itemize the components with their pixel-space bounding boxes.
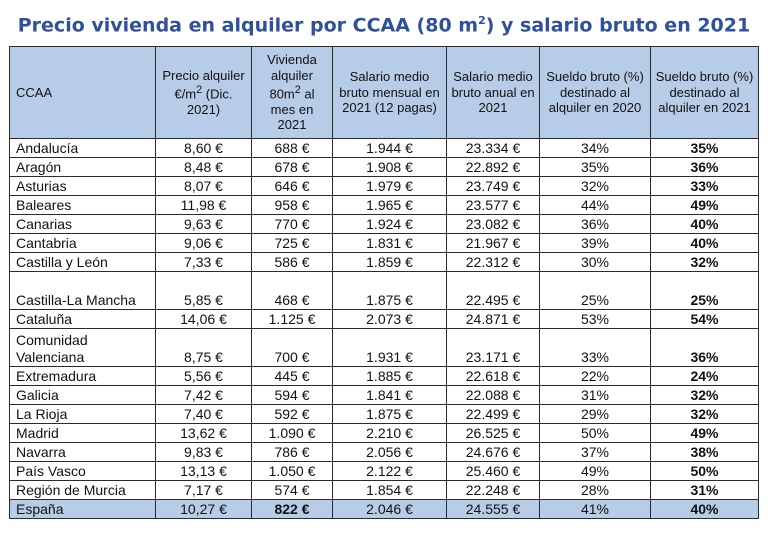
table-cell: 9,83 €: [156, 443, 252, 462]
table-row: [10, 367, 759, 386]
table-cell: 35%: [540, 158, 651, 177]
region-name-cell: Madrid: [10, 424, 156, 443]
header-row: [10, 47, 759, 139]
table-row: [10, 253, 759, 272]
table-cell: 770 €: [252, 215, 333, 234]
table-row: [10, 215, 759, 234]
table-cell: 22.618 €: [447, 367, 540, 386]
table-row: [10, 329, 759, 367]
table-cell: 700 €: [252, 329, 333, 367]
table-cell: 21.967 €: [447, 234, 540, 253]
region-name-cell: Andalucía: [10, 139, 156, 158]
table-cell: 1.831 €: [333, 234, 447, 253]
table-cell: 24.676 €: [447, 443, 540, 462]
table-cell: 22.088 €: [447, 386, 540, 405]
column-header-text: Salario medio bruto anual en 2021: [451, 69, 535, 116]
table-cell: 35%: [651, 139, 759, 158]
table-cell: 678 €: [252, 158, 333, 177]
region-name-cell: Cantabria: [10, 234, 156, 253]
table-cell: 40%: [651, 234, 759, 253]
table-row: [10, 177, 759, 196]
table-cell: 25%: [651, 272, 759, 310]
table-row: [10, 158, 759, 177]
table-cell: 36%: [651, 158, 759, 177]
region-name-cell: País Vasco: [10, 462, 156, 481]
table-cell: 37%: [540, 443, 651, 462]
table-cell: 22.312 €: [447, 253, 540, 272]
table-cell: 32%: [651, 405, 759, 424]
table-cell: 22%: [540, 367, 651, 386]
table-cell: 23.171 €: [447, 329, 540, 367]
table-cell: 22.892 €: [447, 158, 540, 177]
table-cell: 44%: [540, 196, 651, 215]
table-cell: 1.050 €: [252, 462, 333, 481]
column-header-superscript: 2: [196, 84, 203, 97]
column-header-text: Sueldo bruto (%) destinado al alquiler en 2021: [655, 69, 754, 116]
table-cell: 49%: [540, 462, 651, 481]
table-cell: 41%: [540, 500, 651, 519]
table-cell: 32%: [651, 253, 759, 272]
table-cell: 32%: [651, 386, 759, 405]
column-header: [447, 47, 540, 139]
title-text: Precio vivienda en alquiler por CCAA (80 m: [17, 14, 479, 37]
table-cell: 8,07 €: [156, 177, 252, 196]
table-row: [10, 310, 759, 329]
region-name-cell: Baleares: [10, 196, 156, 215]
column-header-text: Vivienda alquiler 80m: [267, 52, 317, 102]
table-cell: 34%: [540, 139, 651, 158]
table-row: [10, 139, 759, 158]
column-header-text: Precio alquiler €/m: [162, 67, 245, 102]
table-cell: 33%: [540, 329, 651, 367]
table-cell: 31%: [651, 481, 759, 500]
table-cell: 2.056 €: [333, 443, 447, 462]
region-name-cell: Asturias: [10, 177, 156, 196]
table-cell: 822 €: [252, 500, 333, 519]
table-row: [10, 405, 759, 424]
table-cell: 7,40 €: [156, 405, 252, 424]
table-cell: 22.499 €: [447, 405, 540, 424]
region-name-cell: Navarra: [10, 443, 156, 462]
table-cell: 586 €: [252, 253, 333, 272]
table-cell: 646 €: [252, 177, 333, 196]
column-header-text: al mes en 2021: [270, 86, 315, 133]
table-row: [10, 424, 759, 443]
table-cell: 8,75 €: [156, 329, 252, 367]
table-cell: 2.210 €: [333, 424, 447, 443]
table-cell: 958 €: [252, 196, 333, 215]
table-cell: 50%: [651, 462, 759, 481]
table-cell: 23.577 €: [447, 196, 540, 215]
table-cell: 30%: [540, 253, 651, 272]
region-name-cell: España: [10, 500, 156, 519]
table-cell: 40%: [651, 215, 759, 234]
table-cell: 5,85 €: [156, 272, 252, 310]
table-cell: 1.979 €: [333, 177, 447, 196]
column-header-text: Sueldo bruto (%) destinado al alquiler en 2020: [546, 69, 644, 116]
region-name-cell: La Rioja: [10, 405, 156, 424]
column-header: [156, 47, 252, 139]
table-cell: 23.749 €: [447, 177, 540, 196]
table-cell: 1.965 €: [333, 196, 447, 215]
table-row: [10, 234, 759, 253]
table-cell: 39%: [540, 234, 651, 253]
region-name-cell: Región de Murcia: [10, 481, 156, 500]
table-cell: 594 €: [252, 386, 333, 405]
table-cell: 725 €: [252, 234, 333, 253]
table-row: [10, 386, 759, 405]
column-header: [252, 47, 333, 139]
table-cell: 592 €: [252, 405, 333, 424]
region-name-cell: Cataluña: [10, 310, 156, 329]
table-cell: 1.924 €: [333, 215, 447, 234]
region-name-cell: Galicia: [10, 386, 156, 405]
table-cell: 25.460 €: [447, 462, 540, 481]
table-cell: 1.841 €: [333, 386, 447, 405]
table-cell: 13,13 €: [156, 462, 252, 481]
table-row: [10, 272, 759, 310]
table-cell: 40%: [651, 500, 759, 519]
table-cell: 53%: [540, 310, 651, 329]
table-cell: 1.908 €: [333, 158, 447, 177]
table-cell: 24.555 €: [447, 500, 540, 519]
table-cell: 7,33 €: [156, 253, 252, 272]
table-row: [10, 196, 759, 215]
table-cell: 54%: [651, 310, 759, 329]
table-cell: 10,27 €: [156, 500, 252, 519]
table-cell: 1.885 €: [333, 367, 447, 386]
table-cell: 2.046 €: [333, 500, 447, 519]
column-header: [333, 47, 447, 139]
region-name-cell: Canarias: [10, 215, 156, 234]
table-cell: 1.875 €: [333, 272, 447, 310]
table-row: [10, 481, 759, 500]
table-cell: 13,62 €: [156, 424, 252, 443]
table-cell: 50%: [540, 424, 651, 443]
table-cell: 574 €: [252, 481, 333, 500]
table-row: [10, 500, 759, 519]
table-cell: 49%: [651, 424, 759, 443]
table-cell: 22.495 €: [447, 272, 540, 310]
table-cell: 24.871 €: [447, 310, 540, 329]
table-cell: 11,98 €: [156, 196, 252, 215]
table-cell: 8,48 €: [156, 158, 252, 177]
table-cell: 36%: [651, 329, 759, 367]
table-cell: 9,63 €: [156, 215, 252, 234]
table-cell: 23.334 €: [447, 139, 540, 158]
table-cell: 25%: [540, 272, 651, 310]
column-header-text: Salario medio bruto mensual en 2021 (12 pagas): [339, 69, 440, 116]
table-cell: 7,17 €: [156, 481, 252, 500]
column-header-superscript: 2: [294, 84, 301, 97]
table-cell: 1.875 €: [333, 405, 447, 424]
table-cell: 1.944 €: [333, 139, 447, 158]
table-body: [10, 139, 759, 519]
table-cell: 7,42 €: [156, 386, 252, 405]
column-header: [10, 47, 156, 139]
table-cell: 688 €: [252, 139, 333, 158]
column-header: [651, 47, 759, 139]
table-cell: 2.122 €: [333, 462, 447, 481]
table-cell: 1.931 €: [333, 329, 447, 367]
table-cell: 36%: [540, 215, 651, 234]
table-cell: 468 €: [252, 272, 333, 310]
table-cell: 31%: [540, 386, 651, 405]
table-cell: 445 €: [252, 367, 333, 386]
table-cell: 22.248 €: [447, 481, 540, 500]
table-cell: 2.073 €: [333, 310, 447, 329]
table-cell: 8,60 €: [156, 139, 252, 158]
column-header-text: (Dic. 2021): [186, 86, 233, 117]
table-cell: 1.859 €: [333, 253, 447, 272]
table-cell: 38%: [651, 443, 759, 462]
region-name-cell: Aragón: [10, 158, 156, 177]
data-table: [9, 46, 759, 519]
table-cell: 23.082 €: [447, 215, 540, 234]
column-header-text: CCAA: [16, 84, 53, 100]
region-name-cell: Castilla y León: [10, 253, 156, 272]
column-header: [540, 47, 651, 139]
table-header: [10, 47, 759, 139]
table-cell: 14,06 €: [156, 310, 252, 329]
region-name-cell: Comunidad Valenciana: [10, 329, 156, 367]
table-cell: 33%: [651, 177, 759, 196]
table-cell: 1.854 €: [333, 481, 447, 500]
table-cell: 1.125 €: [252, 310, 333, 329]
table-cell: 29%: [540, 405, 651, 424]
page-title: [0, 6, 768, 36]
table-cell: 49%: [651, 196, 759, 215]
table-cell: 5,56 €: [156, 367, 252, 386]
table-row: [10, 462, 759, 481]
region-name-cell: Extremadura: [10, 367, 156, 386]
table-cell: 28%: [540, 481, 651, 500]
table-cell: 9,06 €: [156, 234, 252, 253]
title-text-end: ) y salario bruto en 2021: [485, 14, 751, 37]
table-cell: 24%: [651, 367, 759, 386]
table-cell: 32%: [540, 177, 651, 196]
region-name-cell: Castilla-La Mancha: [10, 272, 156, 310]
table-cell: 786 €: [252, 443, 333, 462]
title-superscript: 2: [478, 14, 486, 27]
table-row: [10, 443, 759, 462]
table-cell: 26.525 €: [447, 424, 540, 443]
table-cell: 1.090 €: [252, 424, 333, 443]
